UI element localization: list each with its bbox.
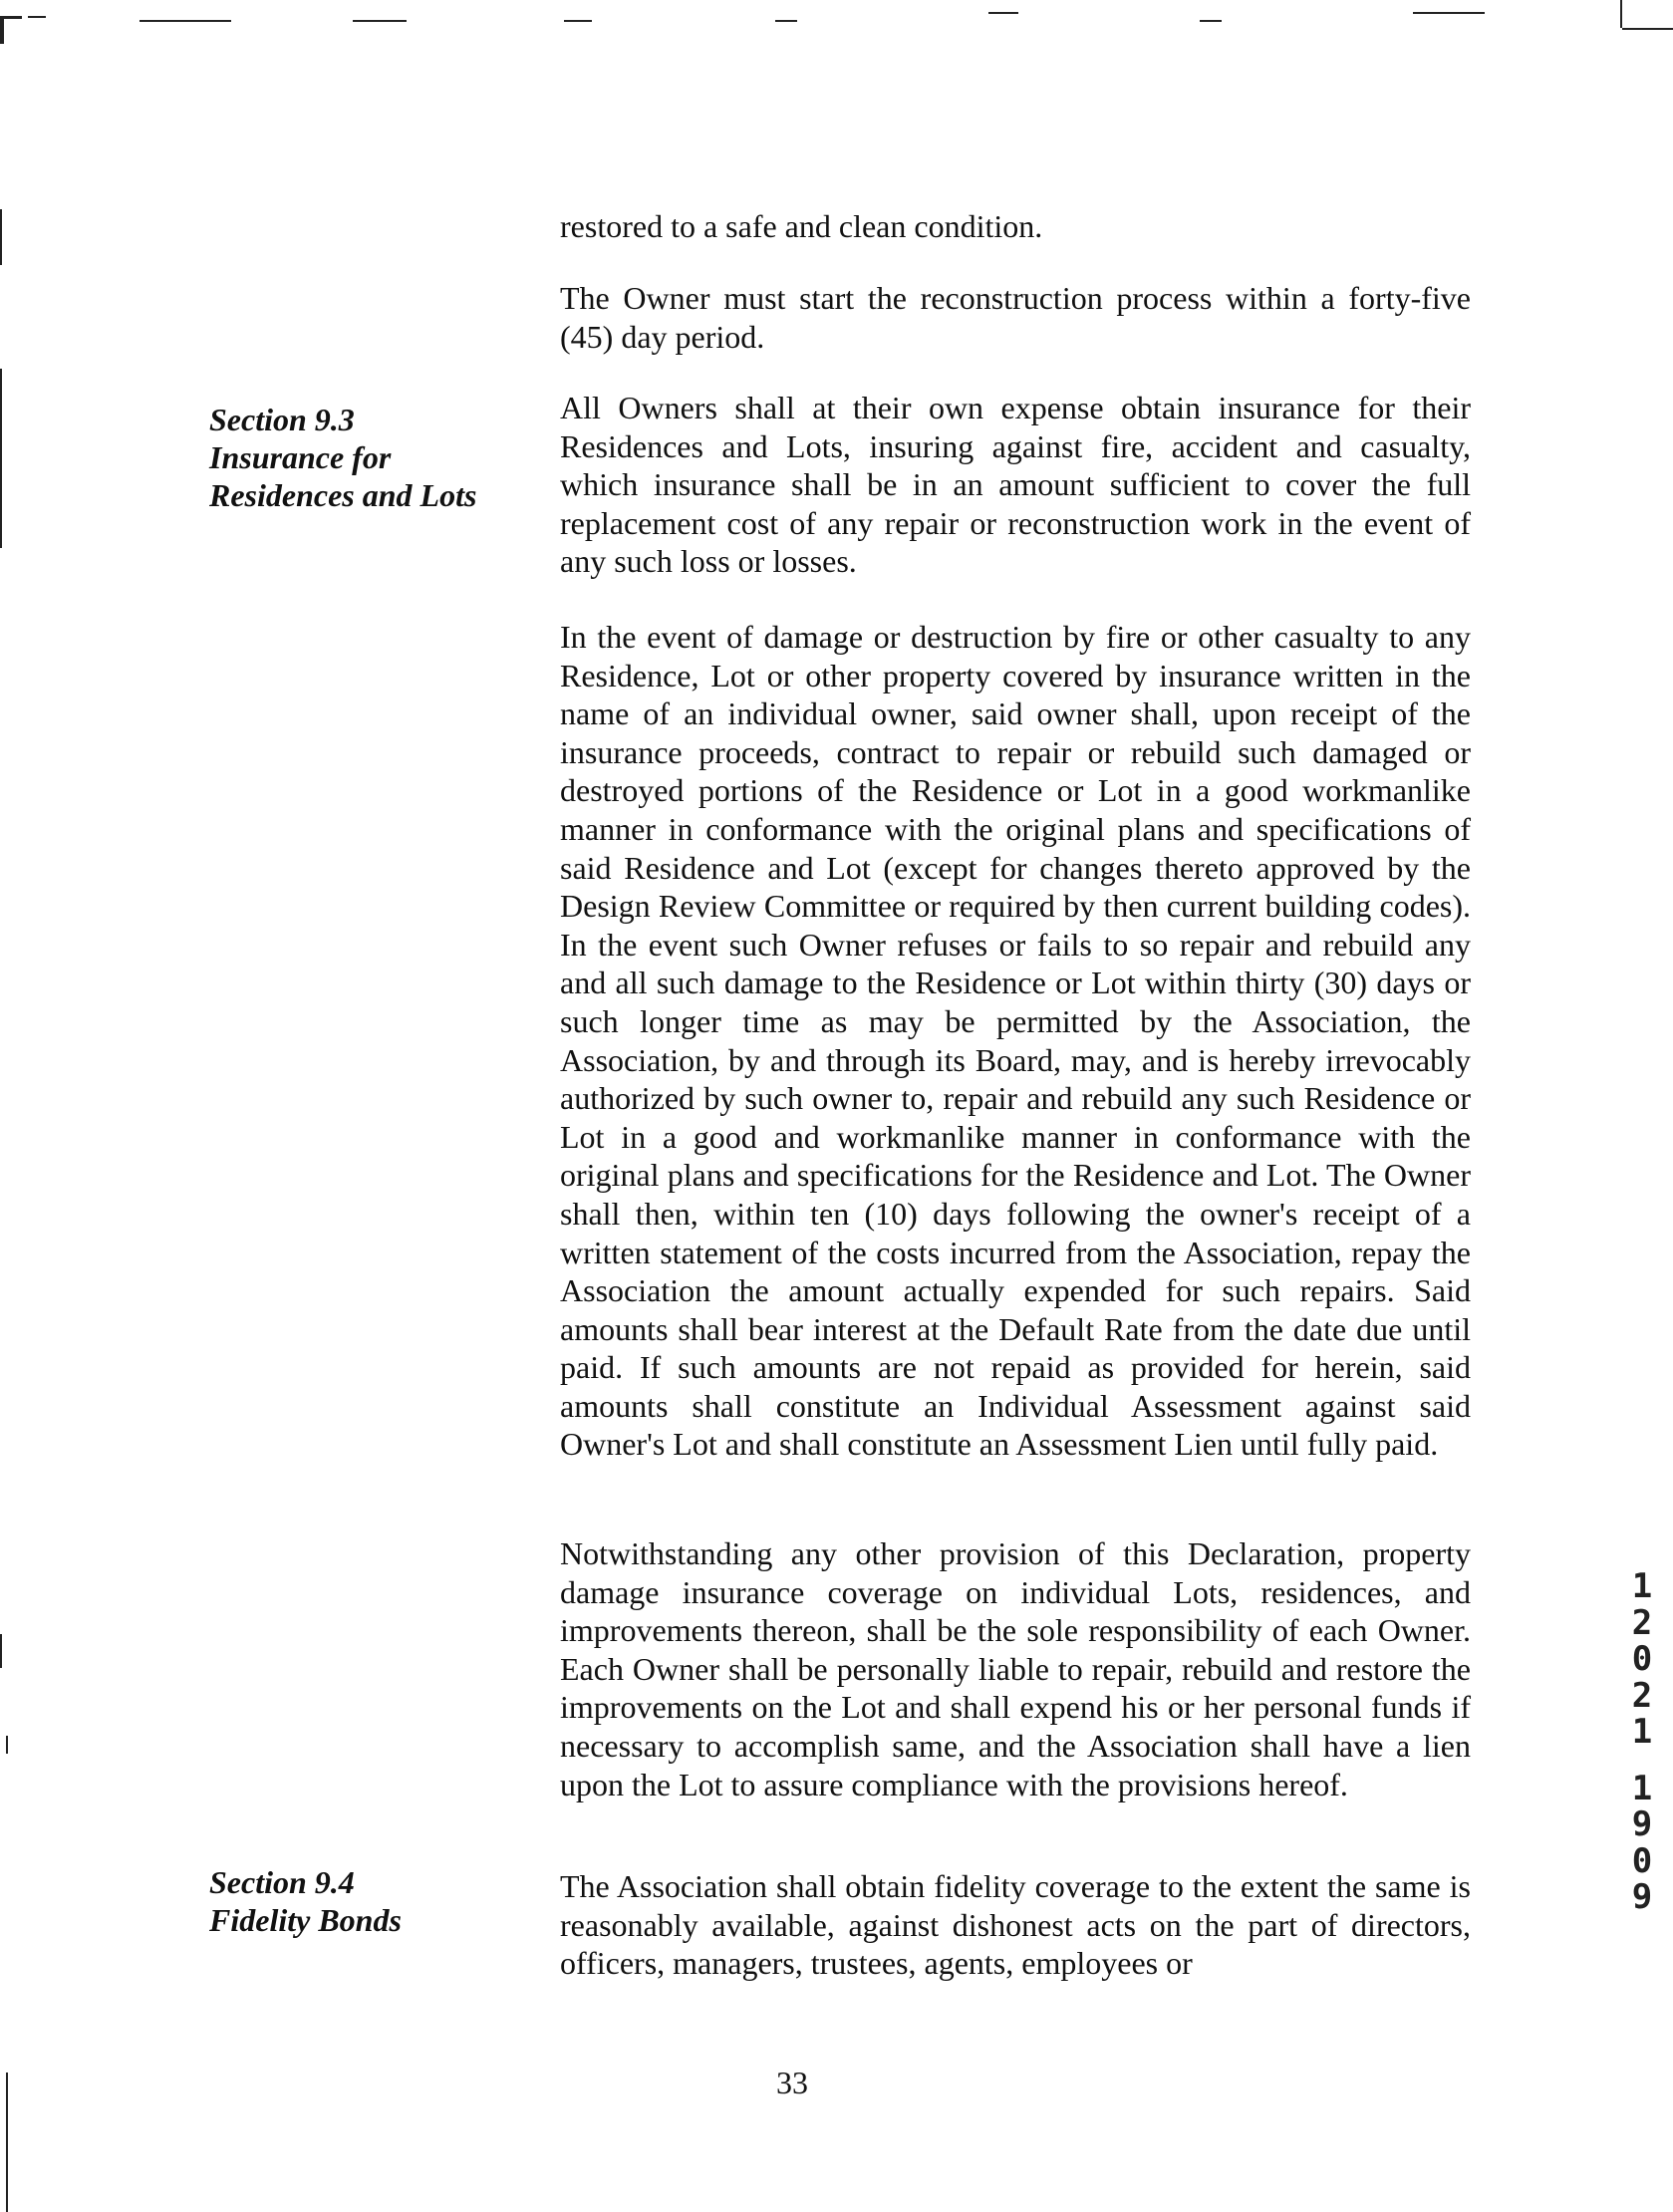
stamp-gap — [1624, 1751, 1660, 1771]
section-9-4-heading — [209, 1863, 508, 1939]
section-9-3-number: Section 9.3 — [209, 402, 355, 437]
section-9-4-number: Section 9.4 — [209, 1864, 355, 1900]
section-9-3-title-line2: Residences and Lots — [209, 477, 477, 513]
stamp-digit: 1 — [1631, 1768, 1653, 1808]
stamp-digit: 0 — [1631, 1639, 1653, 1679]
stamp-digit: 2 — [1631, 1602, 1653, 1643]
stamp-digit: 0 — [1631, 1840, 1653, 1881]
paragraph-restored: restored to a safe and clean condition. — [560, 208, 1043, 244]
stamp-digit: 1 — [1631, 1712, 1653, 1752]
paragraph-reconstruction-period: The Owner must start the reconstruction process within a forty-five (45) day period. — [560, 280, 1471, 355]
stamp-digit: 9 — [1631, 1877, 1653, 1917]
paragraph-notwithstanding: Notwithstanding any other provision of this Declaration, property damage insurance coverage on individual Lots, residences, and improvements thereon, shall be the sole responsibility of each Owner. Each Owner shall be personally liable to repair, rebuild and restore the improvements on the Lot and shall expend his or her personal funds if necessary to accomplish same, and the Association shall have a lien upon the Lot to assure compliance with the provisions hereof. — [560, 1535, 1471, 1802]
recording-number-stamp — [1624, 1568, 1660, 1916]
paragraph-owner-insurance: All Owners shall at their own expense obtain insurance for their Residences and Lots, insuring against fire, accident and casualty, which insurance shall be in an amount sufficient to cover the full replacement cost of any repair or reconstruction work in the event of any such loss or losses. — [560, 390, 1471, 580]
stamp-digit: 2 — [1631, 1675, 1653, 1716]
section-9-3-title-line1: Insurance for — [209, 439, 392, 475]
page-number: 33 — [776, 2065, 808, 2100]
section-9-4-title: Fidelity Bonds — [209, 1902, 402, 1938]
section-9-3-heading — [209, 401, 508, 514]
stamp-digit: 9 — [1631, 1804, 1653, 1844]
paragraph-damage-destruction: In the event of damage or destruction by fire or other casualty to any Residence, Lot or other property covered by insurance written in the name of an individual owner, said owner shall, upon receipt of the insurance proceeds, contract to repair or rebuild such damaged or destroyed portions of the Residence or Lot in a good workmanlike manner in conformance with the original plans and specifications of said Residence and Lot (except for changes thereto approved by the Design Review Committee or required by then current building codes). In the event such Owner refuses or fails to so repair and rebuild any and all such damage to the Residence or Lot within thirty (30) days or such longer time as may be permitted by the Association, the Association, by and through its Board, may, and is hereby irrevocably authorized by such owner to, repair and rebuild any such Residence or Lot in a good and workmanlike manner in conformance with the original plans and specifications for the Residence and Lot. The Owner shall then, within ten (10) days following the owner's receipt of a written statement of the costs incurred from the Association, repay the Association the amount actually expended for such repairs. Said amounts shall bear interest at the Default Rate from the date due until paid. If such amounts are not repaid as provided for herein, said amounts shall constitute an Individual Assessment against said Owner's Lot and shall constitute an Assessment Lien until fully paid. — [560, 619, 1471, 1463]
stamp-digit: 1 — [1631, 1566, 1653, 1606]
paragraph-fidelity-coverage: The Association shall obtain fidelity coverage to the extent the same is reasonably available, against dishonest acts on the part of directors, officers, managers, trustees, agents, employees or — [560, 1868, 1471, 1982]
